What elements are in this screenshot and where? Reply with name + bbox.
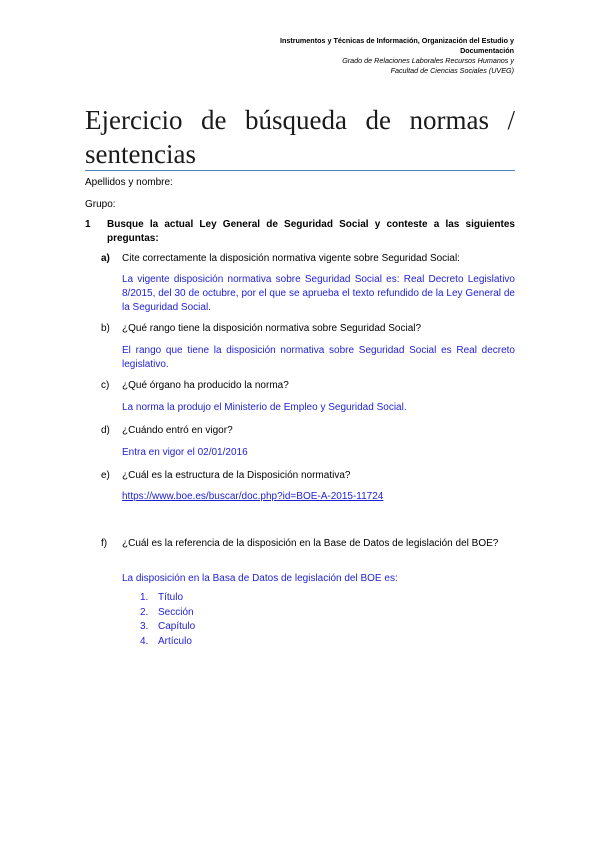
list-item-number: 3. (140, 621, 149, 632)
page-header (214, 36, 514, 76)
list-item-number: 4. (140, 635, 149, 647)
item-f-label: f) (101, 538, 108, 549)
item-b-label: b) (101, 323, 110, 334)
item-d (101, 424, 515, 438)
list-item (140, 620, 195, 635)
question-1 (85, 218, 515, 246)
item-b (101, 322, 515, 336)
title-line-2: sentencias (85, 139, 196, 169)
item-a-question: Cite correctamente la disposición normativa vigente sobre Seguridad Social: (122, 253, 460, 264)
header-course-line-2: Documentación (460, 46, 514, 55)
page-title (85, 103, 515, 171)
list-item-text: Artículo (158, 635, 192, 647)
item-a-label: a) (101, 253, 110, 264)
question-1-number: 1 (85, 219, 91, 230)
header-course-line: Instrumentos y Técnicas de Información, Organización del Estudio y (279, 36, 514, 45)
title-divider (85, 170, 515, 171)
list-item-text: Título (158, 592, 184, 603)
item-f-question: ¿Cuál es la referencia de la disposición en la Base de Datos de legislación del BOE? (122, 538, 499, 549)
group-field-label: Grupo: (85, 199, 116, 210)
item-c-answer: La norma la produjo el Ministerio de Empleo y Seguridad Social. (122, 402, 407, 413)
boe-structure-link[interactable]: https://www.boe.es/buscar/doc.php?id=BOE-A-2015-11724 (122, 491, 384, 502)
header-faculty-line: Facultad de Ciencias Sociales (UVEG) (390, 66, 514, 75)
item-d-label: d) (101, 425, 110, 436)
item-e-question: ¿Cuál es la estructura de la Disposición normativa? (122, 470, 351, 481)
item-d-question: ¿Cuándo entró en vigor? (122, 425, 233, 436)
item-e (101, 469, 515, 483)
structure-list (140, 591, 195, 649)
item-c (101, 379, 515, 393)
list-item (140, 591, 195, 606)
item-f (101, 537, 515, 551)
item-a-answer: La vigente disposición normativa sobre Seguridad Social es: Real Decreto Legislativo 8/2015, del 30 de octubre, por el que se aprueba el texto refundido de la Ley General de la Seguridad Social. (122, 274, 515, 313)
question-1-text: Busque la actual Ley General de Seguridad Social y conteste a las siguientes preguntas: (107, 219, 515, 244)
name-field-label: Apellidos y nombre: (85, 177, 173, 188)
item-c-question: ¿Qué órgano ha producido la norma? (122, 380, 289, 391)
item-d-answer: Entra en vigor el 02/01/2016 (122, 447, 248, 458)
item-a (101, 252, 515, 266)
item-e-label: e) (101, 470, 110, 481)
list-item-text: Sección (158, 606, 194, 618)
list-item-text: Capítulo (158, 621, 196, 632)
list-item (140, 635, 195, 650)
item-c-label: c) (101, 380, 110, 391)
header-degree-line: Grado de Relaciones Laborales Recursos Humanos y (342, 56, 514, 65)
list-item-number: 2. (140, 606, 149, 618)
item-b-answer: El rango que tiene la disposición normativa sobre Seguridad Social es Real decreto legislativo. (122, 345, 515, 370)
list-item (140, 606, 195, 621)
list-item-number: 1. (140, 592, 149, 603)
item-f-answer: La disposición en la Basa de Datos de legislación del BOE es: (122, 573, 398, 584)
title-line-1: Ejercicio de búsqueda de normas / (85, 105, 515, 135)
item-b-question: ¿Qué rango tiene la disposición normativa sobre Seguridad Social? (122, 323, 422, 334)
